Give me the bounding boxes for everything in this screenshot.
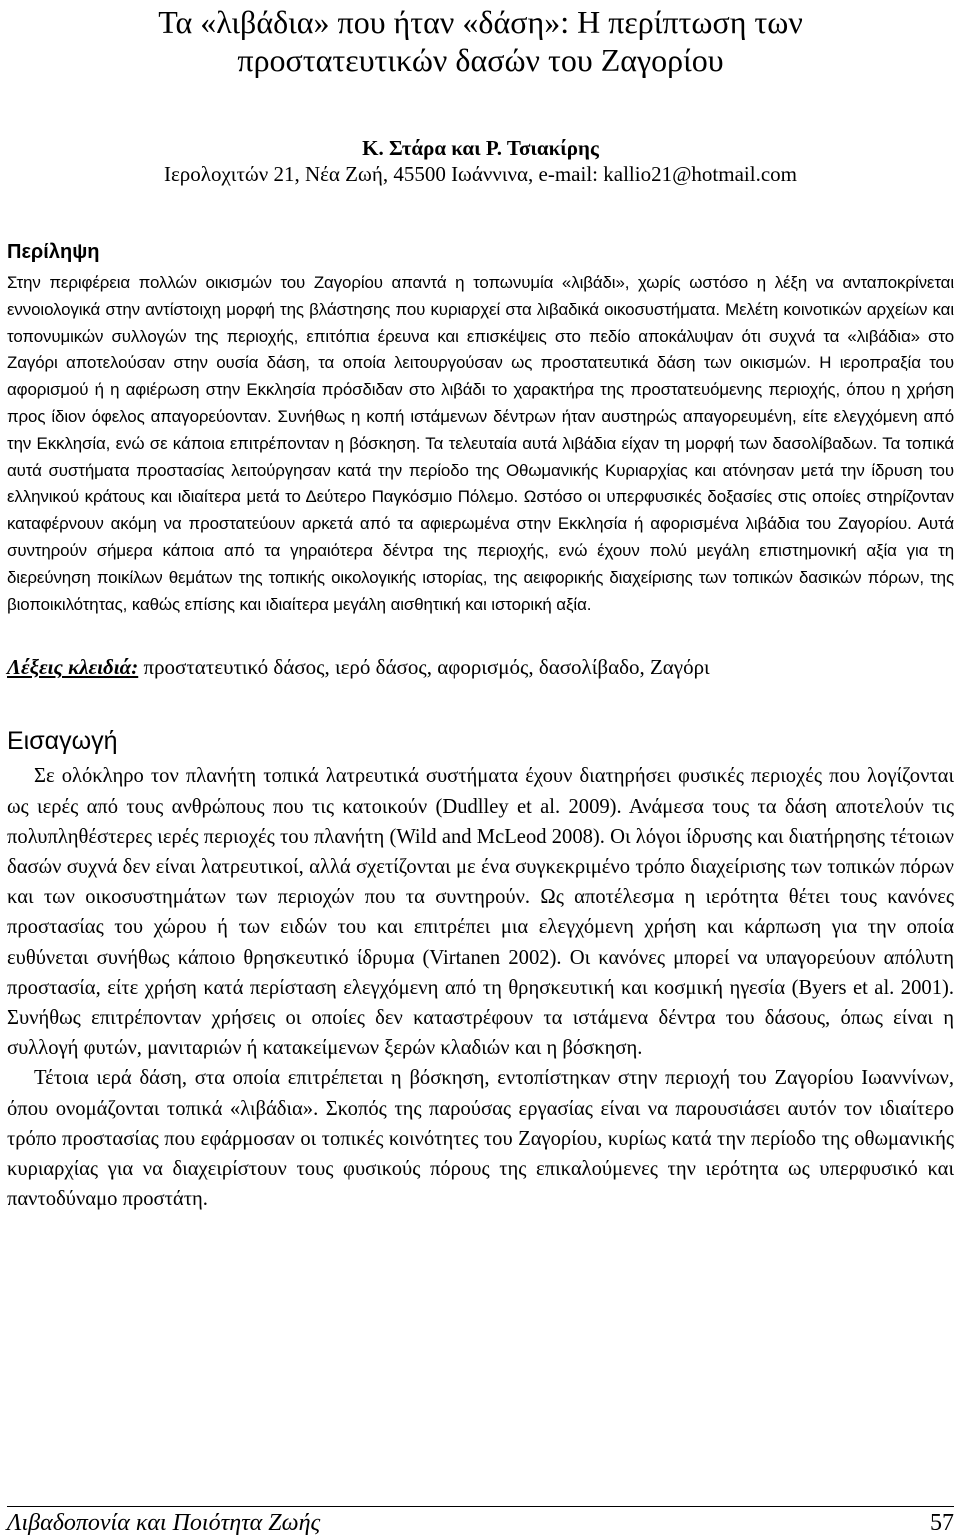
keywords-text: προστατευτικό δάσος, ιερό δάσος, αφορισμός, δασολίβαδο, Ζαγόρι: [138, 655, 710, 680]
keywords: [7, 654, 954, 680]
footer-journal-name: Λιβαδοπονία και Ποιότητα Ζωής: [7, 1510, 321, 1536]
introduction-heading: Εισαγωγή: [7, 727, 118, 756]
keywords-label: Λέξεις κλειδιά:: [7, 655, 139, 680]
author-address: Ιερολοχιτών 21, Νέα Ζωή, 45500 Ιωάννινα, e-mail: kallio21@hotmail.com: [164, 162, 797, 186]
abstract-text: Στην περιφέρεια πολλών οικισμών του Ζαγορίου απαντά η τοπωνυμία «λιβάδι», χωρίς ωστόσο η λέξη να ανταποκρίνεται εννοιολογικά στην αντίστοιχη μορφή της βλάστησης που κυριαρχεί στα λιβαδικά οικοσυστήματα. Μελέτη κοινοτικών αρχείων και τοπονυμικών συλλογών της περιοχής, επιτόπια έρευνα και επισκέψεις στο πεδίο αποκάλυψαν ότι συχνά τα «λιβάδια» στο Ζαγόρι αποτελούσαν στην ουσία δάση, τα οποία λειτουργούσαν ως προστατευτικά δάση των οικισμών. Η ιεροπραξία του αφορισμού ή η αφιέρωση στην Εκκλησία πρόσδιδαν στο λιβάδι το χαρακτήρα της προστατευόμενης περιοχής, όπου η χρήση προς ίδιον όφελος απαγορεύονταν. Συνήθως η κοπή ιστάμενων δέντρων ήταν αυστηρώς απαγορευμένη, είτε ελεγχόμενη από την Εκκλησία, ενώ σε κάποια επιτρέπονταν η βόσκηση. Τα τελευταία αυτά λιβάδια είχαν τη μορφή των δασολίβαδων. Τα τοπικά αυτά συστήματα προστασίας λειτούργησαν κατά την περίοδο της Οθωμανικής Κυριαρχίας και ατόνησαν μετά την ίδρυση του ελληνικού κράτους και ιδιαίτερα μετά το Δεύτερο Παγκόσμιο Πόλεμο. Ωστόσο οι υπερφυσικές δοξασίες στις οποίες στηρίζονταν καταφέρνουν ακόμη να προστατεύουν αρκετά από τα αφιερωμένα στην Εκκλησία ή αφορισμένα λιβάδια του Ζαγορίου. Αυτά συντηρούν σήμερα κάποια από τα γηραιότερα δέντρα της περιοχής, ενώ έχουν πολύ μεγάλη επιστημονική αξία για τη διερεύνηση ποικίλων θεμάτων της τοπικής οικολογικής ιστορίας, της αειφορικής διαχείρισης των τοπικών δασικών πόρων, της βιοποικιλότητας, καθώς επίσης και ιδιαίτερα μεγάλη αισθητική και ιστορική αξία.: [7, 273, 954, 614]
abstract-heading: Περίληψη: [7, 241, 100, 263]
introduction-paragraph-2: Τέτοια ιερά δάση, στα οποία επιτρέπεται η βόσκηση, εντοπίστηκαν στην περιοχή του Ζαγορίου Ιωαννίνων, όπου ονομάζονται τοπικά «λιβάδια». Σκοπός της παρούσας εργασίας είναι να παρουσιάσει αυτόν τον ιδιαίτερο τρόπο προστασίας που εφάρμοσαν οι τοπικές κοινότητες του Ζαγορίου, κυρίως κατά την περίοδο της οθωμανικής κυριαρχίας για να διαχειρίστουν τους φυσικούς πόρους της επικαλούμενες την ιερότητα ως υπερφυσικό και παντοδύναμο προστάτη.: [7, 1067, 954, 1211]
footer-page-number: 57: [930, 1510, 954, 1536]
footer-divider: [7, 1506, 954, 1507]
title-line-2: προστατευτικών δασών του Ζαγορίου: [237, 42, 724, 78]
title-line-1: Τα «λιβάδια» που ήταν «δάση»: Η περίπτωση των: [158, 4, 803, 40]
document-page: [7, 0, 954, 1537]
authors: Κ. Στάρα και Ρ. Τσιακίρης: [362, 136, 599, 160]
introduction-paragraph-1: Σε ολόκληρο τον πλανήτη τοπικά λατρευτικά συστήματα έχουν διατηρήσει φυσικές περιοχές που λογίζονται ως ιερές από τους ανθρώπους που τις κατοικούν (Dudlley et al. 2009). Ανάμεσα τους τα δάση αποτελούν τις πολυπληθέστερες ιερές περιοχές του πλανήτη (Wild and McLeod 2008). Οι λόγοι ίδρυσης και διατήρησης τέτοιων δασών συχνά δεν είναι λατρευτικοί, αλλά σχετίζονται με ένα συγκεκριμένο τρόπο διαχείρισης των τοπικών πόρων και των οικοσυστημάτων των περιοχών που τα συντηρούν. Ως αποτέλεσμα η ιερότητα θέτει τους κανόνες προστασίας του χώρου ή των ειδών του και επιτρέπει μια ελεγχόμενη χρήση και κάρπωση για την οποία ευθύνεται συνήθως κάποιο θρησκευτικό ίδρυμα (Virtanen 2002). Οι κανόνες μπορεί να υπαγορεύουν απόλυτη προστασία, είτε χρήση κατά περίσταση ελεγχόμενη από τη θρησκευτική και κοσμική ηγεσία (Byers et al. 2001). Συνήθως επιτρέπονταν χρήσεις οι οποίες δεν καταστρέφουν τα ιστάμενα δέντρα του δάσους, όπως είναι η συλλογή φυτών, μανιταριών ή κατακείμενων ξερών κλαδιών και η βόσκηση.: [7, 765, 954, 1060]
paper-title: [7, 3, 954, 79]
